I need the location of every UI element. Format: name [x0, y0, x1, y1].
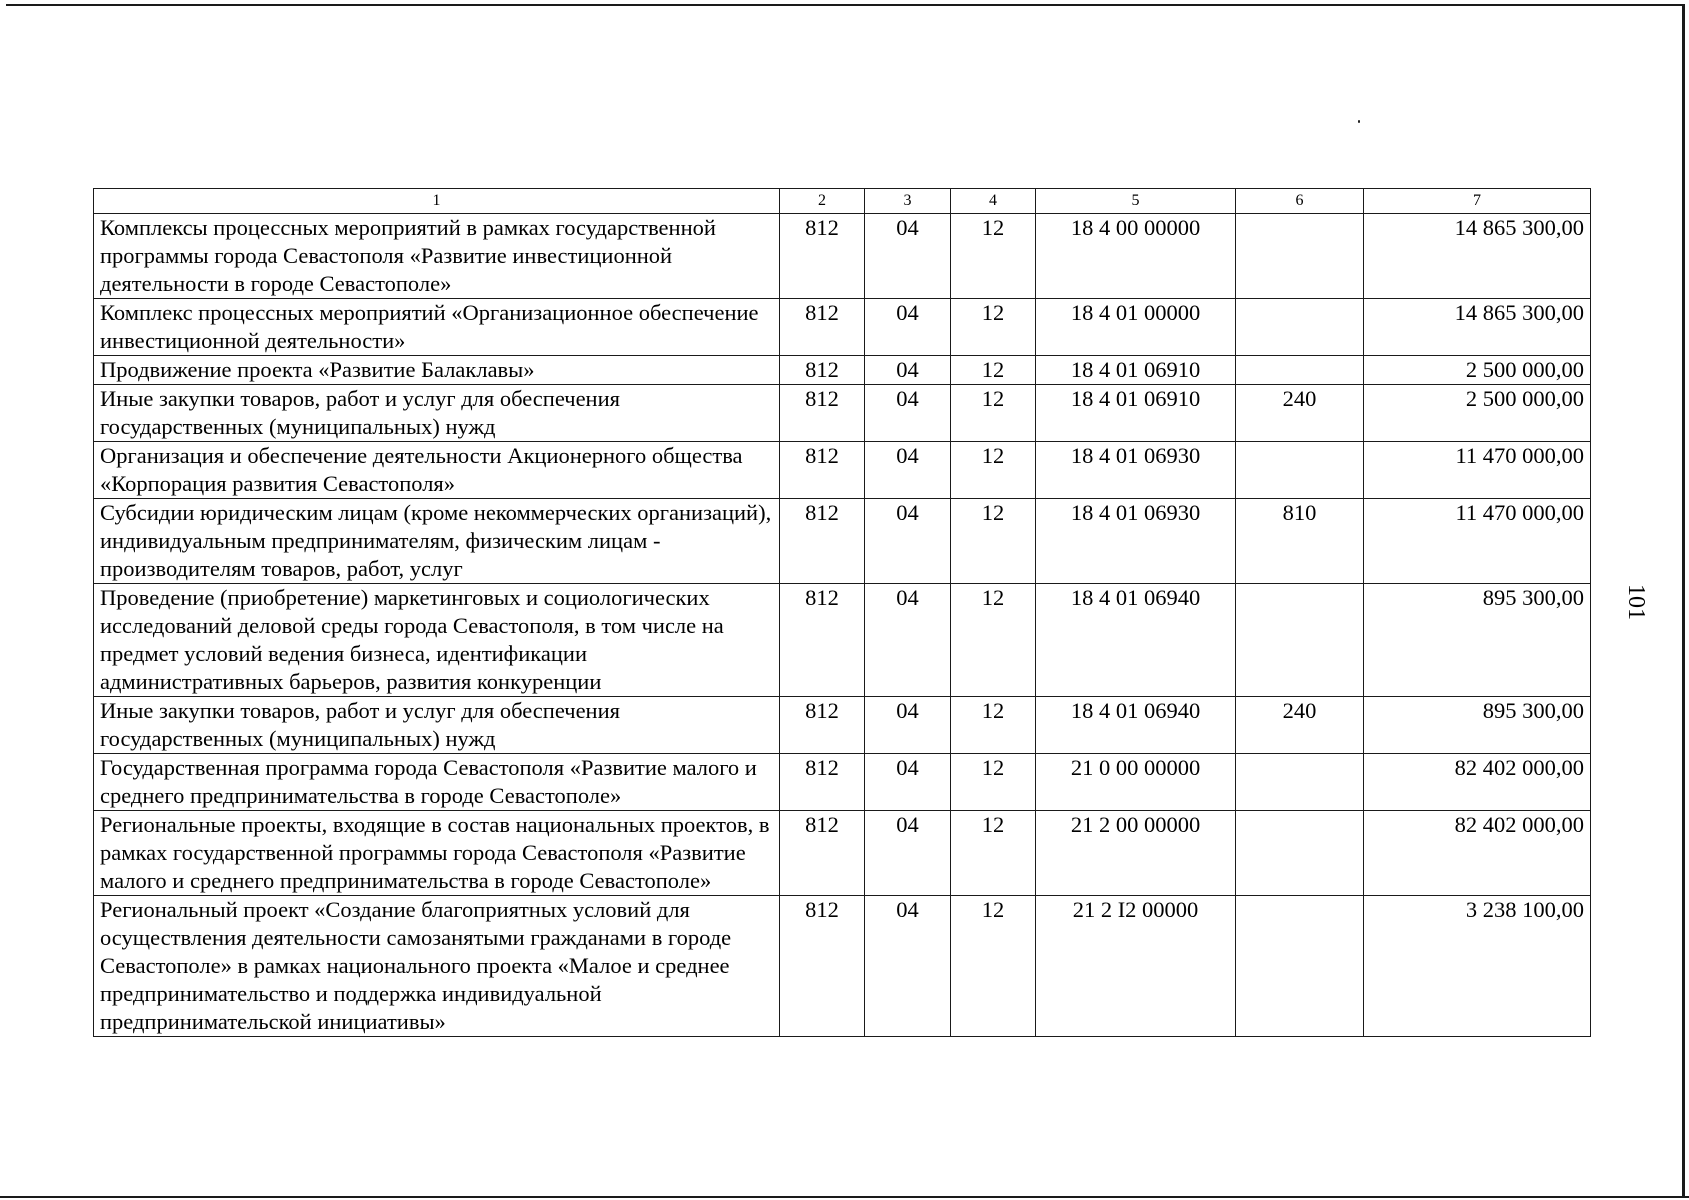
- target-article-cell: 18 4 01 06910: [1036, 385, 1236, 442]
- scan-speck: [1358, 120, 1360, 123]
- amount-cell: 895 300,00: [1364, 584, 1591, 697]
- chapter-code-cell: 812: [780, 442, 865, 499]
- expense-name-cell: Региональные проекты, входящие в состав национальных проектов, в рамках государственной программы города Севастополя «Развитие малого и среднего предпринимательства в городе Севастополе»: [94, 811, 780, 896]
- expense-name-cell: Региональный проект «Создание благоприятных условий для осуществления деятельности самозанятыми гражданами в городе Севастополе» в рамках национального проекта «Малое и среднее предпринимательство и поддержка индивидуальной предпринимательской инициативы»: [94, 896, 780, 1037]
- expense-name-cell: Иные закупки товаров, работ и услуг для обеспечения государственных (муниципальных) нужд: [94, 385, 780, 442]
- chapter-code-cell: 812: [780, 697, 865, 754]
- table-row: [94, 356, 1591, 385]
- expense-type-cell: 810: [1236, 499, 1364, 584]
- section-code-cell: 04: [865, 584, 951, 697]
- column-number: 6: [1236, 189, 1364, 214]
- column-number: 3: [865, 189, 951, 214]
- expense-type-cell: [1236, 214, 1364, 299]
- amount-cell: 11 470 000,00: [1364, 442, 1591, 499]
- expense-name-cell: Государственная программа города Севастополя «Развитие малого и среднего предпринимательства в городе Севастополе»: [94, 754, 780, 811]
- column-number: 5: [1036, 189, 1236, 214]
- subsection-code-cell: 12: [951, 811, 1036, 896]
- subsection-code-cell: 12: [951, 356, 1036, 385]
- table-row: [94, 697, 1591, 754]
- chapter-code-cell: 812: [780, 584, 865, 697]
- amount-cell: 895 300,00: [1364, 697, 1591, 754]
- chapter-code-cell: 812: [780, 754, 865, 811]
- chapter-code-cell: 812: [780, 896, 865, 1037]
- section-code-cell: 04: [865, 385, 951, 442]
- bottom-rule: [0, 1196, 1689, 1198]
- expense-name-cell: Проведение (приобретение) маркетинговых и социологических исследований деловой среды города Севастополя, в том числе на предмет условий ведения бизнеса, идентификации административных барьеров, развития конкуренции: [94, 584, 780, 697]
- amount-cell: 82 402 000,00: [1364, 754, 1591, 811]
- target-article-cell: 18 4 01 06940: [1036, 584, 1236, 697]
- chapter-code-cell: 812: [780, 385, 865, 442]
- expense-type-cell: 240: [1236, 385, 1364, 442]
- subsection-code-cell: 12: [951, 499, 1036, 584]
- chapter-code-cell: 812: [780, 499, 865, 584]
- table-row: [94, 385, 1591, 442]
- section-code-cell: 04: [865, 356, 951, 385]
- target-article-cell: 21 2 00 00000: [1036, 811, 1236, 896]
- expense-type-cell: [1236, 811, 1364, 896]
- budget-table: [93, 188, 1591, 1037]
- expense-type-cell: 240: [1236, 697, 1364, 754]
- chapter-code-cell: 812: [780, 214, 865, 299]
- subsection-code-cell: 12: [951, 214, 1036, 299]
- section-code-cell: 04: [865, 442, 951, 499]
- page-number: 101: [1623, 584, 1649, 620]
- subsection-code-cell: 12: [951, 299, 1036, 356]
- expense-name-cell: Продвижение проекта «Развитие Балаклавы»: [94, 356, 780, 385]
- target-article-cell: 18 4 01 00000: [1036, 299, 1236, 356]
- section-code-cell: 04: [865, 214, 951, 299]
- section-code-cell: 04: [865, 499, 951, 584]
- target-article-cell: 18 4 01 06930: [1036, 442, 1236, 499]
- chapter-code-cell: 812: [780, 811, 865, 896]
- expense-type-cell: [1236, 356, 1364, 385]
- target-article-cell: 21 0 00 00000: [1036, 754, 1236, 811]
- table-row: [94, 896, 1591, 1037]
- target-article-cell: 18 4 01 06910: [1036, 356, 1236, 385]
- table-row: [94, 811, 1591, 896]
- expense-type-cell: [1236, 442, 1364, 499]
- target-article-cell: 18 4 01 06930: [1036, 499, 1236, 584]
- table-row: [94, 442, 1591, 499]
- section-code-cell: 04: [865, 811, 951, 896]
- subsection-code-cell: 12: [951, 385, 1036, 442]
- target-article-cell: 18 4 00 00000: [1036, 214, 1236, 299]
- subsection-code-cell: 12: [951, 584, 1036, 697]
- expense-name-cell: Субсидии юридическим лицам (кроме некоммерческих организаций), индивидуальным предпринимателям, физическим лицам - производителям товаров, работ, услуг: [94, 499, 780, 584]
- table-row: [94, 299, 1591, 356]
- expense-type-cell: [1236, 896, 1364, 1037]
- target-article-cell: 18 4 01 06940: [1036, 697, 1236, 754]
- section-code-cell: 04: [865, 299, 951, 356]
- amount-cell: 11 470 000,00: [1364, 499, 1591, 584]
- column-number: 1: [94, 189, 780, 214]
- amount-cell: 14 865 300,00: [1364, 214, 1591, 299]
- target-article-cell: 21 2 I2 00000: [1036, 896, 1236, 1037]
- chapter-code-cell: 812: [780, 299, 865, 356]
- amount-cell: 2 500 000,00: [1364, 385, 1591, 442]
- expense-name-cell: Комплексы процессных мероприятий в рамках государственной программы города Севастополя «Развитие инвестиционной деятельности в городе Севастополе»: [94, 214, 780, 299]
- section-code-cell: 04: [865, 697, 951, 754]
- column-number-row: [94, 189, 1591, 214]
- amount-cell: 3 238 100,00: [1364, 896, 1591, 1037]
- table-row: [94, 584, 1591, 697]
- amount-cell: 82 402 000,00: [1364, 811, 1591, 896]
- column-number: 7: [1364, 189, 1591, 214]
- table-row: [94, 754, 1591, 811]
- expense-name-cell: Организация и обеспечение деятельности Акционерного общества «Корпорация развития Севастополя»: [94, 442, 780, 499]
- table-row: [94, 214, 1591, 299]
- table-row: [94, 499, 1591, 584]
- column-number: 2: [780, 189, 865, 214]
- amount-cell: 2 500 000,00: [1364, 356, 1591, 385]
- expense-type-cell: [1236, 584, 1364, 697]
- section-code-cell: 04: [865, 754, 951, 811]
- section-code-cell: 04: [865, 896, 951, 1037]
- subsection-code-cell: 12: [951, 697, 1036, 754]
- expense-name-cell: Иные закупки товаров, работ и услуг для обеспечения государственных (муниципальных) нужд: [94, 697, 780, 754]
- subsection-code-cell: 12: [951, 442, 1036, 499]
- expense-name-cell: Комплекс процессных мероприятий «Организационное обеспечение инвестиционной деятельности»: [94, 299, 780, 356]
- amount-cell: 14 865 300,00: [1364, 299, 1591, 356]
- column-number: 4: [951, 189, 1036, 214]
- subsection-code-cell: 12: [951, 896, 1036, 1037]
- chapter-code-cell: 812: [780, 356, 865, 385]
- subsection-code-cell: 12: [951, 754, 1036, 811]
- expense-type-cell: [1236, 299, 1364, 356]
- expense-type-cell: [1236, 754, 1364, 811]
